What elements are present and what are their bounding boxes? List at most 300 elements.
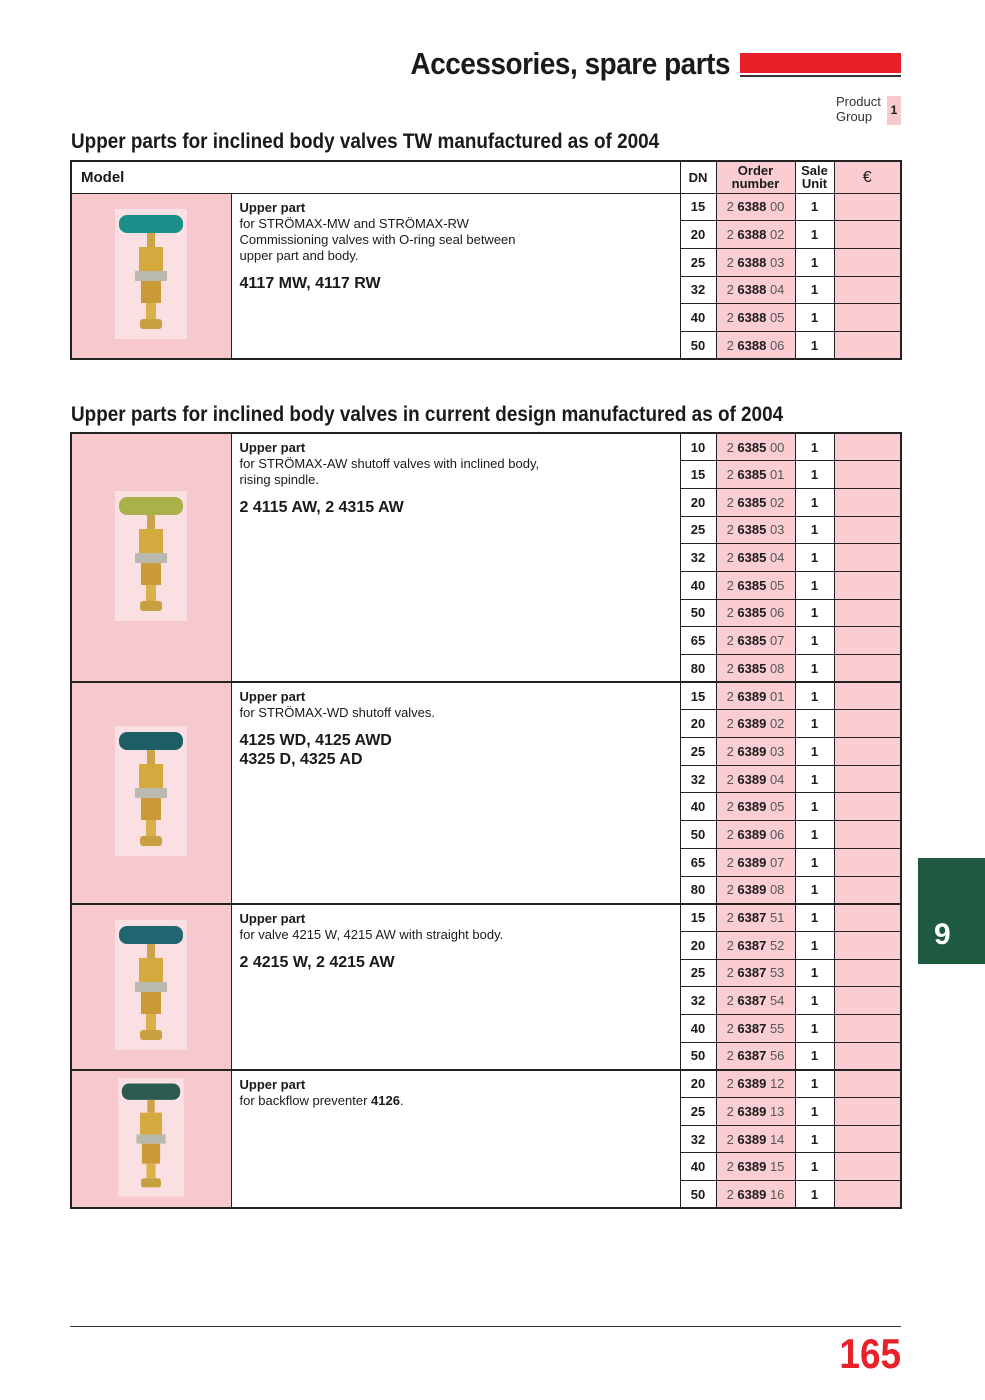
order-number [716, 904, 795, 932]
order-core: 6389 [737, 799, 767, 815]
product-image-cell [71, 682, 231, 904]
order-prefix: 2 [726, 771, 738, 787]
model-number: 2 4215 W, 2 4215 AW [239, 953, 395, 971]
order-number [716, 682, 795, 710]
dn-value: 20 [680, 710, 716, 738]
description-title: Upper part [239, 910, 306, 926]
dn-value: 32 [680, 987, 716, 1015]
dn-value: 25 [680, 959, 716, 987]
product-description [231, 193, 680, 359]
valve-upper-part-image [111, 209, 191, 339]
order-suffix: 04 [766, 771, 785, 787]
dn-value: 50 [680, 599, 716, 627]
order-prefix: 2 [726, 1131, 738, 1147]
order-prefix: 2 [726, 467, 738, 483]
table-header-row [71, 161, 901, 193]
sale-unit: 1 [795, 931, 834, 959]
order-core: 6389 [737, 826, 767, 842]
description-text: Commissioning valves with O-ring seal between [239, 231, 516, 247]
price-cell[interactable] [834, 276, 901, 304]
order-number [716, 1125, 795, 1153]
product-image-cell [71, 193, 231, 359]
dn-value: 80 [680, 876, 716, 904]
dn-value: 50 [680, 1042, 716, 1070]
order-suffix: 15 [766, 1159, 785, 1175]
description-line [240, 456, 672, 472]
order-number [716, 627, 795, 655]
order-number [716, 304, 795, 332]
description-title: Upper part [239, 689, 306, 705]
order-number [716, 599, 795, 627]
product-group-value: 1 [887, 96, 901, 125]
description-line [240, 248, 672, 264]
order-number [716, 516, 795, 544]
dn-value: 15 [680, 193, 716, 221]
sale-unit: 1 [795, 655, 834, 683]
price-cell[interactable] [834, 571, 901, 599]
model-number: 4117 MW, 4117 RW [239, 274, 381, 292]
sale-unit: 1 [795, 461, 834, 489]
order-suffix: 05 [766, 799, 785, 815]
sale-unit: 1 [795, 304, 834, 332]
price-cell[interactable] [834, 1042, 901, 1070]
product-description [231, 433, 680, 682]
order-core: 6385 [737, 439, 767, 455]
order-suffix: 53 [766, 965, 785, 981]
order-suffix: 07 [766, 633, 785, 649]
order-suffix: 02 [766, 716, 785, 732]
order-core: 6388 [737, 254, 767, 270]
section-heading-1: Upper parts for inclined body valves TW manufactured as of 2004 [71, 130, 660, 153]
price-cell[interactable] [834, 1014, 901, 1042]
order-number [716, 1098, 795, 1126]
order-suffix: 12 [766, 1076, 785, 1092]
model-number: 2 4115 AW, 2 4315 AW [239, 499, 404, 516]
price-cell[interactable] [834, 248, 901, 276]
sale-unit: 1 [795, 276, 834, 304]
price-cell[interactable] [834, 488, 901, 516]
dn-value: 65 [680, 627, 716, 655]
order-core: 6388 [737, 337, 767, 353]
table-row [71, 1070, 901, 1098]
order-core: 6388 [737, 310, 767, 326]
order-prefix: 2 [726, 965, 738, 981]
price-cell[interactable] [834, 221, 901, 249]
order-core: 6387 [737, 993, 767, 1009]
dn-value: 40 [680, 1014, 716, 1042]
dn-value: 10 [680, 433, 716, 461]
order-suffix: 51 [766, 910, 785, 926]
product-description [231, 1070, 680, 1208]
order-core: 6385 [737, 550, 767, 566]
order-prefix: 2 [726, 716, 738, 732]
dn-value: 20 [680, 931, 716, 959]
order-core: 6387 [737, 1048, 767, 1064]
dn-value: 40 [680, 571, 716, 599]
order-suffix: 52 [766, 937, 785, 953]
sale-unit: 1 [795, 331, 834, 359]
sale-unit: 1 [795, 488, 834, 516]
sale-unit: 1 [795, 710, 834, 738]
order-prefix: 2 [726, 522, 738, 538]
price-cell[interactable] [834, 876, 901, 904]
sale-unit: 1 [795, 848, 834, 876]
order-core: 6385 [737, 660, 767, 676]
order-suffix: 00 [766, 439, 785, 455]
sale-unit: 1 [795, 627, 834, 655]
price-cell[interactable] [834, 331, 901, 359]
order-core: 6389 [737, 1159, 767, 1175]
order-prefix: 2 [726, 826, 738, 842]
price-cell[interactable] [834, 304, 901, 332]
order-suffix: 08 [766, 660, 785, 676]
order-core: 6387 [737, 1020, 767, 1036]
price-cell[interactable] [834, 904, 901, 932]
dn-value: 25 [680, 248, 716, 276]
order-core: 6388 [737, 199, 767, 215]
title-accent-line [740, 75, 901, 77]
sale-unit: 1 [795, 1125, 834, 1153]
order-suffix: 04 [766, 282, 785, 298]
order-suffix: 54 [766, 993, 785, 1009]
order-prefix: 2 [726, 1076, 738, 1092]
dn-value: 32 [680, 544, 716, 572]
order-suffix: 06 [766, 605, 785, 621]
order-prefix: 2 [726, 743, 738, 759]
order-core: 6385 [737, 467, 767, 483]
order-core: 6389 [737, 854, 767, 870]
product-description [231, 682, 680, 904]
sale-unit: 1 [795, 193, 834, 221]
page-number: 165 [839, 1330, 901, 1377]
sale-unit: 1 [795, 248, 834, 276]
order-prefix: 2 [726, 1159, 738, 1175]
sale-unit: 1 [795, 682, 834, 710]
order-suffix: 05 [766, 577, 785, 593]
order-number [716, 1181, 795, 1209]
dn-value: 32 [680, 276, 716, 304]
column-header-order-number: Order number [716, 161, 795, 193]
model-number: 4325 D, 4325 AD [239, 751, 363, 769]
order-core: 6389 [737, 716, 767, 732]
sale-unit: 1 [795, 1181, 834, 1209]
sale-unit: 1 [795, 793, 834, 821]
dn-value: 20 [680, 1070, 716, 1098]
dn-value: 20 [680, 488, 716, 516]
order-core: 6389 [737, 771, 767, 787]
description-text: for STRÖMAX-MW and STRÖMAX-RW [239, 215, 469, 231]
valve-upper-part-image [111, 491, 191, 621]
sale-unit: 1 [795, 1014, 834, 1042]
price-cell[interactable] [834, 1153, 901, 1181]
price-cell[interactable] [834, 544, 901, 572]
sale-unit: 1 [795, 544, 834, 572]
sale-unit: 1 [795, 1070, 834, 1098]
order-core: 6385 [737, 633, 767, 649]
title-accent-bar [740, 53, 901, 73]
model-numbers [240, 498, 672, 517]
order-prefix: 2 [726, 439, 738, 455]
order-core: 6385 [737, 494, 767, 510]
sale-unit: 1 [795, 1098, 834, 1126]
dn-value: 20 [680, 221, 716, 249]
description-bold: 4126 [371, 1092, 400, 1108]
price-cell[interactable] [834, 599, 901, 627]
description-text: for STRÖMAX-WD shutoff valves. [239, 705, 436, 721]
price-cell[interactable] [834, 433, 901, 461]
product-group-label-1: Product [836, 94, 881, 109]
dn-value: 15 [680, 904, 716, 932]
order-number [716, 1153, 795, 1181]
price-cell[interactable] [834, 931, 901, 959]
dn-value: 80 [680, 655, 716, 683]
order-suffix: 08 [766, 882, 785, 898]
order-suffix: 55 [766, 1020, 785, 1036]
price-cell[interactable] [834, 1070, 901, 1098]
price-cell[interactable] [834, 682, 901, 710]
order-prefix: 2 [726, 550, 738, 566]
order-prefix: 2 [726, 1048, 738, 1064]
order-suffix: 06 [766, 826, 785, 842]
order-prefix: 2 [726, 854, 738, 870]
product-image-cell [71, 1070, 231, 1208]
description-text: for valve 4215 W, 4215 AW with straight body. [239, 926, 504, 942]
order-prefix: 2 [726, 799, 738, 815]
order-number [716, 876, 795, 904]
order-prefix: 2 [726, 1103, 738, 1119]
order-prefix: 2 [726, 882, 738, 898]
dn-value: 15 [680, 461, 716, 489]
description-line [240, 1093, 672, 1109]
description-line [240, 705, 672, 721]
column-header-sale-unit: Sale Unit [795, 161, 834, 193]
order-core: 6389 [737, 743, 767, 759]
sale-unit: 1 [795, 765, 834, 793]
order-suffix: 03 [766, 522, 785, 538]
order-number [716, 1014, 795, 1042]
footer-divider [70, 1326, 901, 1327]
order-number [716, 821, 795, 849]
order-prefix: 2 [726, 227, 738, 243]
description-line [240, 216, 672, 232]
price-cell[interactable] [834, 959, 901, 987]
model-numbers [240, 274, 672, 293]
order-core: 6387 [737, 937, 767, 953]
order-prefix: 2 [726, 910, 738, 926]
order-suffix: 13 [766, 1103, 785, 1119]
column-header-price: € [834, 161, 901, 193]
price-cell[interactable] [834, 738, 901, 766]
dn-value: 25 [680, 1098, 716, 1126]
order-number [716, 461, 795, 489]
dn-value: 40 [680, 793, 716, 821]
order-suffix: 03 [766, 254, 785, 270]
order-suffix: 06 [766, 337, 785, 353]
order-prefix: 2 [726, 688, 738, 704]
column-header-model: Model [71, 161, 680, 193]
order-suffix: 07 [766, 854, 785, 870]
order-core: 6389 [737, 1076, 767, 1092]
price-cell[interactable] [834, 1125, 901, 1153]
description-line [240, 232, 672, 248]
order-suffix: 05 [766, 310, 785, 326]
price-cell[interactable] [834, 1098, 901, 1126]
order-core: 6389 [737, 1103, 767, 1119]
valve-upper-part-image [111, 1078, 191, 1197]
valve-upper-part-image [111, 920, 191, 1050]
section-heading-2: Upper parts for inclined body valves in current design manufactured as of 2004 [71, 403, 784, 426]
price-cell[interactable] [834, 710, 901, 738]
order-prefix: 2 [726, 993, 738, 1009]
order-prefix: 2 [726, 633, 738, 649]
price-cell[interactable] [834, 193, 901, 221]
order-suffix: 02 [766, 227, 785, 243]
description-title: Upper part [239, 1076, 306, 1092]
order-number [716, 793, 795, 821]
sale-unit: 1 [795, 1042, 834, 1070]
dn-value: 32 [680, 1125, 716, 1153]
order-number [716, 433, 795, 461]
order-number [716, 571, 795, 599]
order-prefix: 2 [726, 310, 738, 326]
order-prefix: 2 [726, 660, 738, 676]
sale-unit: 1 [795, 221, 834, 249]
column-header-dn: DN [680, 161, 716, 193]
order-prefix: 2 [726, 605, 738, 621]
order-core: 6389 [737, 882, 767, 898]
order-number [716, 331, 795, 359]
product-image-cell [71, 433, 231, 682]
order-core: 6389 [737, 688, 767, 704]
dn-value: 65 [680, 848, 716, 876]
sale-unit: 1 [795, 571, 834, 599]
order-number [716, 488, 795, 516]
order-number [716, 1070, 795, 1098]
order-number [716, 738, 795, 766]
order-suffix: 04 [766, 550, 785, 566]
order-prefix: 2 [726, 337, 738, 353]
price-cell[interactable] [834, 793, 901, 821]
order-number [716, 931, 795, 959]
order-suffix: 02 [766, 494, 785, 510]
order-suffix: 01 [766, 688, 785, 704]
order-core: 6385 [737, 522, 767, 538]
order-prefix: 2 [726, 199, 738, 215]
price-cell[interactable] [834, 987, 901, 1015]
table-row [71, 682, 901, 710]
order-suffix: 16 [766, 1186, 785, 1202]
order-core: 6388 [737, 227, 767, 243]
model-numbers [240, 953, 672, 972]
description-text: for backflow preventer [239, 1092, 372, 1108]
chapter-tab[interactable]: 9 [918, 858, 985, 964]
order-number [716, 1042, 795, 1070]
price-cell[interactable] [834, 655, 901, 683]
description-title: Upper part [239, 440, 306, 455]
table-row [71, 193, 901, 221]
order-number [716, 959, 795, 987]
price-cell[interactable] [834, 848, 901, 876]
product-group-label [836, 94, 881, 124]
page-title: Accessories, spare parts [410, 46, 730, 81]
product-image-cell [71, 904, 231, 1070]
order-suffix: 14 [766, 1131, 785, 1147]
dn-value: 25 [680, 738, 716, 766]
order-number [716, 710, 795, 738]
dn-value: 15 [680, 682, 716, 710]
sale-unit: 1 [795, 1153, 834, 1181]
dn-value: 40 [680, 304, 716, 332]
sale-unit: 1 [795, 738, 834, 766]
order-number [716, 987, 795, 1015]
table-row [71, 433, 901, 461]
order-core: 6389 [737, 1131, 767, 1147]
sale-unit: 1 [795, 904, 834, 932]
order-core: 6385 [737, 605, 767, 621]
order-suffix: 03 [766, 743, 785, 759]
parts-table-2 [70, 432, 902, 1209]
order-suffix: 00 [766, 199, 785, 215]
order-number [716, 193, 795, 221]
sale-unit: 1 [795, 599, 834, 627]
parts-table-1 [70, 160, 902, 360]
order-number [716, 765, 795, 793]
order-core: 6387 [737, 910, 767, 926]
table-row [71, 904, 901, 932]
sale-unit: 1 [795, 433, 834, 461]
order-number [716, 276, 795, 304]
order-suffix: 01 [766, 467, 785, 483]
product-group-label-2: Group [836, 109, 873, 124]
price-cell[interactable] [834, 627, 901, 655]
sale-unit: 1 [795, 959, 834, 987]
price-cell[interactable] [834, 461, 901, 489]
order-core: 6387 [737, 965, 767, 981]
order-number [716, 848, 795, 876]
price-cell[interactable] [834, 821, 901, 849]
model-number: 4125 WD, 4125 AWD [239, 732, 392, 750]
description-text: for STRÖMAX-AW shutoff valves with inclined body, [239, 456, 540, 471]
order-prefix: 2 [726, 1186, 738, 1202]
order-number [716, 544, 795, 572]
order-prefix: 2 [726, 254, 738, 270]
product-description [231, 904, 680, 1070]
dn-value: 50 [680, 1181, 716, 1209]
dn-value: 40 [680, 1153, 716, 1181]
valve-upper-part-image [111, 726, 191, 856]
model-numbers [240, 731, 672, 769]
order-number [716, 221, 795, 249]
price-cell[interactable] [834, 765, 901, 793]
sale-unit: 1 [795, 876, 834, 904]
order-prefix: 2 [726, 937, 738, 953]
description-text: upper part and body. [239, 247, 359, 263]
description-text: . [399, 1092, 404, 1108]
order-core: 6385 [737, 577, 767, 593]
price-cell[interactable] [834, 516, 901, 544]
order-prefix: 2 [726, 1020, 738, 1036]
description-line [240, 472, 672, 488]
price-cell[interactable] [834, 1181, 901, 1209]
sale-unit: 1 [795, 516, 834, 544]
sale-unit: 1 [795, 987, 834, 1015]
dn-value: 32 [680, 765, 716, 793]
order-number [716, 655, 795, 683]
description-line [240, 927, 672, 943]
dn-value: 50 [680, 821, 716, 849]
dn-value: 25 [680, 516, 716, 544]
order-prefix: 2 [726, 494, 738, 510]
